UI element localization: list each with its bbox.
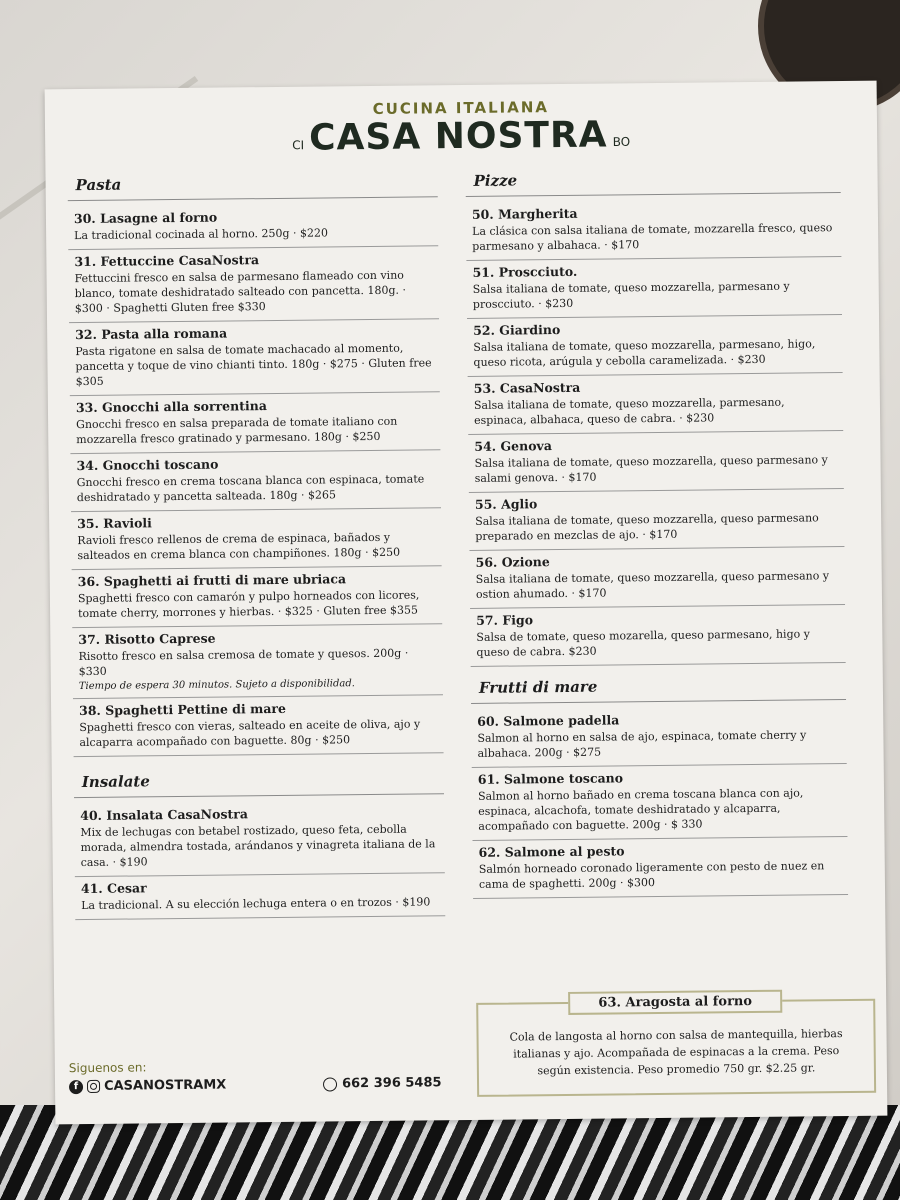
item-name: 61. Salmone toscano bbox=[477, 770, 624, 787]
item-name: 50. Margherita bbox=[471, 205, 578, 222]
menu-item bbox=[72, 566, 443, 628]
item-desc: Gnocchi fresco en salsa preparada de tomate italiano con mozzarella fresco gratinado y parmesano. 180g · $250 bbox=[76, 414, 398, 447]
instagram-icon bbox=[87, 1080, 100, 1093]
item-name: 60. Salmone padella bbox=[477, 712, 620, 729]
item-name: 53. CasaNostra bbox=[473, 379, 581, 396]
item-name: 38. Spaghetti Pettine di mare bbox=[79, 700, 286, 719]
brand-logo: CASA NOSTRA bbox=[308, 114, 608, 159]
item-desc: Spaghetti fresco con camarón y pulpo horneados con licores, tomate cherry, morrones y hierbas. · $325 · Gluten free $355 bbox=[77, 588, 420, 621]
menu-item bbox=[469, 547, 845, 609]
item-note: Tiempo de espera 30 minutos. Sujeto a disponibilidad. bbox=[78, 678, 355, 693]
item-name: 34. Gnocchi toscano bbox=[76, 456, 219, 474]
item-name: 56. Ozione bbox=[475, 554, 550, 570]
section-title-pizze: Pizze bbox=[465, 166, 840, 197]
item-desc: Pasta rigatone en salsa de tomate machacado al momento, pancetta y toque de vino chianti tinto. 180g · $275 · Gluten free $305 bbox=[75, 341, 432, 389]
item-desc: Mix de lechugas con betabel rostizado, queso feta, cebolla morada, almendra tostada, arándanos y vinagreta italiana de la casa. · $190 bbox=[80, 822, 436, 870]
menu-item bbox=[70, 450, 441, 512]
item-name: 55. Aglio bbox=[474, 496, 538, 512]
item-desc: Salsa italiana de tomate, queso mozzarella, parmesano y proscciuto. · $230 bbox=[472, 279, 790, 311]
menu-item bbox=[471, 706, 847, 768]
left-column bbox=[67, 170, 445, 920]
item-name: 54. Genova bbox=[474, 438, 552, 454]
item-name: 41. Cesar bbox=[80, 880, 147, 897]
menu-item bbox=[468, 373, 844, 435]
special-title: 63. Aragosta al forno bbox=[568, 990, 782, 1015]
menu-item bbox=[472, 837, 848, 899]
item-name: 51. Proscciuto. bbox=[472, 263, 578, 280]
menu-item bbox=[466, 257, 842, 319]
section-title-insalate: Insalate bbox=[74, 767, 444, 798]
item-desc: Salsa italiana de tomate, queso mozzarella, queso parmesano y salami genova. · $170 bbox=[474, 453, 828, 485]
item-desc: Spaghetti fresco con vieras, salteado en aceite de oliva, ajo y alcaparra acompañado con baguette. 80g · $250 bbox=[79, 717, 421, 750]
section-title-pasta: Pasta bbox=[67, 170, 437, 201]
menu-item bbox=[72, 624, 443, 699]
item-desc: Fettuccini fresco en salsa de parmesano flameado con vino blanco, tomate deshidratado salteado con pancetta. 180g. · $300 · Spaghetti Gluten free $330 bbox=[74, 268, 407, 316]
item-desc: Risotto fresco en salsa cremosa de tomate y quesos. 200g · $330 bbox=[78, 646, 409, 679]
item-name: 36. Spaghetti ai frutti di mare ubriaca bbox=[77, 571, 347, 590]
special-box bbox=[476, 994, 876, 1097]
phone-number: 662 396 5485 bbox=[341, 1075, 442, 1092]
brand-left: CI bbox=[292, 138, 305, 153]
social-row bbox=[69, 1078, 226, 1095]
menu-item bbox=[70, 392, 441, 454]
menu-item bbox=[472, 764, 848, 841]
item-desc: Salsa italiana de tomate, queso mozzarella, parmesano, espinaca, albahaca, queso de cabra. · $230 bbox=[473, 395, 785, 427]
item-name: 40. Insalata CasaNostra bbox=[80, 806, 248, 824]
pizze-list bbox=[466, 199, 846, 667]
menu-header bbox=[45, 95, 878, 162]
menu-item bbox=[73, 695, 444, 757]
menu-item bbox=[69, 319, 440, 396]
whatsapp-icon bbox=[323, 1077, 337, 1091]
item-desc: Salsa italiana de tomate, queso mozzarella, queso parmesano y ostion ahumado. · $170 bbox=[475, 569, 830, 601]
item-desc: Gnocchi fresco en crema toscana blanca con espinaca, tomate deshidratado y pancetta salteada. 180g · $265 bbox=[76, 472, 425, 505]
item-name: 35. Ravioli bbox=[77, 515, 152, 532]
item-desc: La clásica con salsa italiana de tomate, mozzarella fresco, queso parmesano y albahaca. · $170 bbox=[472, 221, 833, 253]
item-desc: Salsa italiana de tomate, queso mozzarella, parmesano, higo, queso ricota, arúgula y cebolla caramelizada. · $230 bbox=[473, 337, 816, 369]
right-column bbox=[465, 166, 848, 899]
social-handle: CASANOSTRAMX bbox=[103, 1077, 227, 1094]
item-desc: La tradicional cocinada al horno. 250g · $220 bbox=[74, 226, 329, 243]
menu-item bbox=[68, 203, 438, 250]
item-desc: La tradicional. A su elección lechuga entera o en trozos · $190 bbox=[81, 895, 431, 913]
item-name: 33. Gnocchi alla sorrentina bbox=[75, 398, 267, 416]
item-name: 37. Risotto Caprese bbox=[78, 630, 216, 648]
menu-item bbox=[75, 873, 445, 920]
item-name: 31. Fettuccine CasaNostra bbox=[74, 252, 260, 270]
menu-item bbox=[74, 800, 445, 877]
follow-label: Siguenos en: bbox=[68, 1060, 147, 1076]
pasta-list bbox=[68, 203, 444, 757]
brand-right: BO bbox=[612, 134, 631, 149]
social-footer bbox=[69, 1060, 227, 1095]
menu-item bbox=[468, 431, 844, 493]
item-desc: Ravioli fresco rellenos de crema de espinaca, bañados y salteados en crema blanca con champiñones. 180g · $250 bbox=[77, 530, 401, 563]
insalate-list bbox=[74, 800, 445, 920]
section-title-frutti: Frutti di mare bbox=[471, 673, 846, 704]
phone-row bbox=[323, 1075, 442, 1091]
item-name: 32. Pasta alla romana bbox=[75, 325, 228, 343]
item-desc: Salmon al horno bañado en crema toscana blanca con ajo, espinaca, alcachofa, tomate deshidratado y alcaparra, acompañado con baguette. 200g · $ 330 bbox=[477, 786, 804, 833]
item-desc: Salmon al horno en salsa de ajo, espinaca, tomate cherry y albahaca. 200g · $275 bbox=[477, 728, 807, 760]
menu-item bbox=[469, 489, 845, 551]
item-desc: Salmón horneado coronado ligeramente con pesto de nuez en cama de spaghetti. 200g · $300 bbox=[478, 859, 825, 891]
item-name: 52. Giardino bbox=[473, 321, 561, 338]
menu-item bbox=[68, 246, 439, 323]
item-name: 30. Lasagne al forno bbox=[73, 209, 218, 227]
mare-list bbox=[471, 706, 848, 899]
facebook-icon: f bbox=[69, 1080, 83, 1094]
menu-item bbox=[71, 508, 442, 570]
menu-item bbox=[470, 605, 846, 667]
item-name: 57. Figo bbox=[476, 612, 534, 628]
menu-sheet bbox=[45, 81, 888, 1125]
subtitle: CUCINA ITALIANA bbox=[372, 98, 550, 118]
brand-row bbox=[45, 113, 877, 162]
menu-item bbox=[467, 315, 843, 377]
item-name: 62. Salmone al pesto bbox=[478, 843, 625, 860]
menu-item bbox=[466, 199, 842, 261]
special-desc: Cola de langosta al horno con salsa de mantequilla, hierbas italianas y ajo. Acompañada de espinacas a la crema. Peso según existencia. Peso promedio 750 gr. $2.25 gr. bbox=[509, 1027, 843, 1078]
item-desc: Salsa de tomate, queso mozarella, queso parmesano, higo y queso de cabra. $230 bbox=[476, 627, 810, 659]
item-desc: Salsa italiana de tomate, queso mozzarella, queso parmesano preparado en mezclas de ajo. · $170 bbox=[475, 511, 819, 543]
